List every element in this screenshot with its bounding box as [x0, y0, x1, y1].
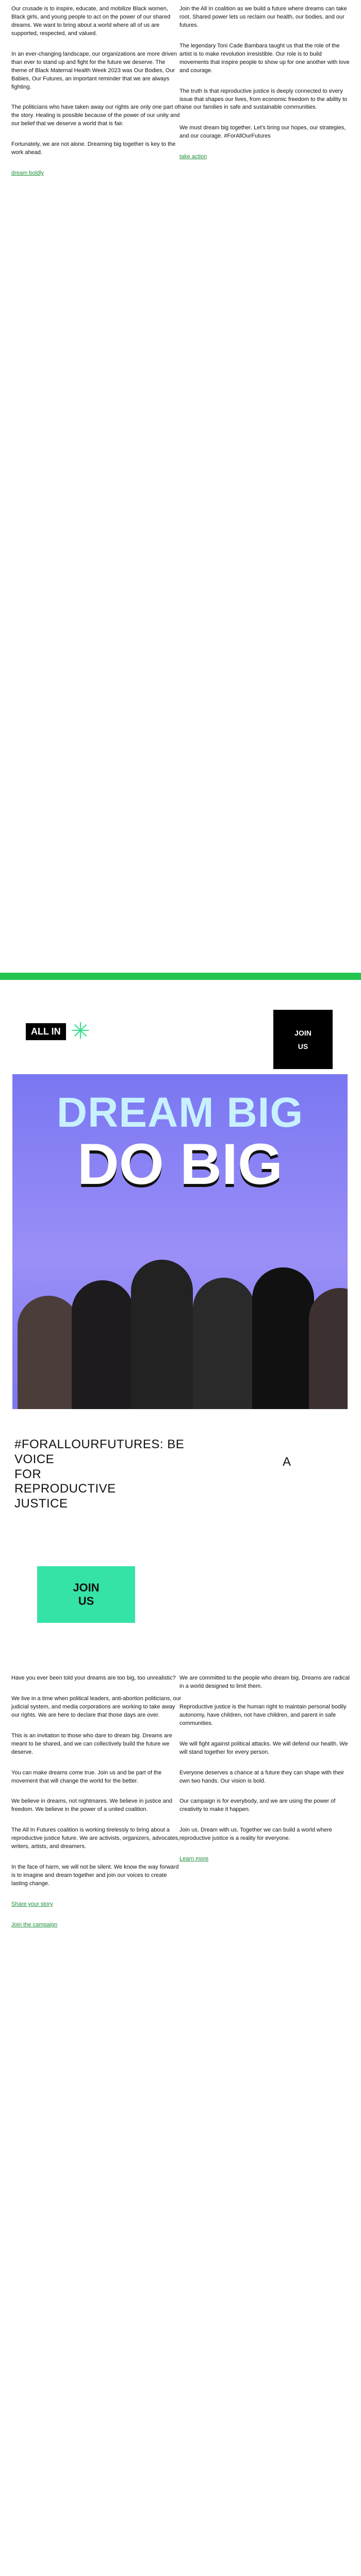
intro-right-paragraph-3: The truth is that reproductive justice is deeply connected to every issue that shapes our lives, from economic freedom to the ability to raise our families in safe and sustainable communities. — [179, 88, 348, 111]
header-us-label: US — [298, 1042, 308, 1050]
hero-title-bottom: DO BIG — [77, 1132, 283, 1196]
body2-left-paragraph-4: You can make dreams come true. Join us and be part of the movement that will change the world for the better. — [11, 1769, 162, 1784]
site-header — [0, 989, 361, 1084]
header-join-button[interactable] — [273, 1010, 333, 1069]
join-label-top: JOIN — [73, 1581, 100, 1594]
intro-right-paragraph-2: The legendary Toni Cade Bambara taught us that the role of the artist is to make revolution irresistible. Our role is to build movements that inspire people to show up for one another with love and courage. — [179, 42, 350, 74]
person-2 — [72, 1280, 134, 1409]
headline-right: A — [283, 1455, 291, 1469]
take-action-link[interactable]: take action — [179, 154, 207, 160]
hero-title-top: DREAM BIG — [56, 1089, 304, 1136]
person-1 — [18, 1296, 79, 1409]
body2-left-column — [11, 1674, 182, 1942]
intro-right-paragraph-4: We must dream big together. Let's bring our hopes, our strategies, and our courage. #ForAllOurFutures — [179, 125, 346, 140]
person-3 — [131, 1260, 193, 1409]
header-logo[interactable] — [26, 1020, 90, 1043]
join-campaign-link[interactable]: Join the campaign — [11, 1921, 58, 1928]
share-story-link[interactable]: Share your story — [11, 1901, 53, 1907]
person-6 — [309, 1288, 348, 1409]
body2-left-paragraph-5: We believe in dreams, not nightmares. We believe in justice and freedom. We believe in the power of a united coalition. — [11, 1798, 173, 1813]
person-4 — [193, 1278, 255, 1409]
intro-paragraph-1: Our crusade is to inspire, educate, and mobilize Black women, Black girls, and young people to act on the power of our shared dreams. We want to bring about a world where all of us are supported, respected, and valued. — [11, 6, 171, 37]
intro-right-paragraph-1: Join the All In coalition as we build a future where dreams can take root. Shared power lets us reclaim our health, our bodies, and our futures. — [179, 6, 347, 28]
body2-right-paragraph-6: Join us. Dream with us. Together we can build a world where reproductive justice is a reality for everyone. — [179, 1827, 332, 1842]
body2-right-paragraph-3: We will fight against political attacks. We will defend our health. We will stand together for every person. — [179, 1740, 348, 1755]
body2-right-paragraph-5: Our campaign is for everybody, and we are using the power of creativity to make it happen. — [179, 1798, 336, 1813]
headline-left: #FORALLOURFUTURES: BE VOICE FOR REPRODUCTIVE JUSTICE — [14, 1437, 185, 1511]
hero-people — [12, 1224, 348, 1409]
body2-left-paragraph-7: In the face of harm, we will not be silent. We know the way forward is to imagine and dream together and join our voices to create lasting change. — [11, 1864, 179, 1887]
learn-more-link[interactable]: Learn more — [179, 1856, 209, 1862]
green-divider — [0, 973, 361, 980]
intro-paragraph-4: Fortunately, we are not alone. Dreaming big together is key to the work ahead. — [11, 141, 176, 156]
body2-right-column — [179, 1674, 350, 1876]
hero-banner — [12, 1074, 348, 1409]
body2-left-paragraph-6: The All In Futures coalition is working tirelessly to bring about a reproductive justice future. We are activists, organizers, advocates, writers, artists, and dreamers. — [11, 1827, 180, 1850]
dream-boldly-link[interactable]: dream boldly — [11, 170, 44, 177]
body2-right-paragraph-4: Everyone deserves a chance at a future they can shape with their own two hands. Our vision is bold. — [179, 1769, 344, 1784]
body2-left-paragraph-2: We live in a time when political leaders, anti-abortion politicians, our judicial system, and media corporations are working to take away our rights. We are here to declare that those days are over. — [11, 1695, 182, 1718]
body2-right-paragraph-2: Reproductive justice is the human right to maintain personal bodily autonomy, have children, not have children, and parent in safe communities. — [179, 1703, 347, 1726]
intro-paragraph-3: The politicians who have taken away our rights are only one part of the story. Healing is possible because of the power of our unity and our belief that we deserve a world that is fair. — [11, 104, 180, 127]
logo-star-icon: ✳ — [71, 1019, 90, 1044]
headline — [14, 1437, 344, 1512]
person-5 — [252, 1267, 314, 1409]
logo-text-box: ALL IN — [26, 1023, 66, 1040]
us-label-top: US — [78, 1595, 94, 1607]
intro-left-column — [11, 5, 182, 190]
intro-paragraph-2: In an ever-changing landscape, our organizations are more driven than ever to stand up and fight for the future we deserve. The theme of Black Maternal Health Week 2023 was Our Bodies, Our Babies, Our Futures, an important reminder that we are always fighting. — [11, 50, 177, 90]
body2-left-paragraph-1: Have you ever been told your dreams are too big, too unrealistic? — [11, 1675, 176, 1681]
body2-left-paragraph-3: This is an invitation to those who dare to dream big. Dreams are meant to be shared, and we can collectively build the future we deserve. — [11, 1732, 172, 1755]
intro-right-column — [179, 5, 350, 174]
join-us-button-top[interactable] — [37, 1566, 135, 1623]
body2-right-paragraph-1: We are committed to the people who dream big. Dreams are radical in a world designed to limit them. — [179, 1675, 350, 1689]
header-join-label: JOIN — [294, 1028, 311, 1037]
